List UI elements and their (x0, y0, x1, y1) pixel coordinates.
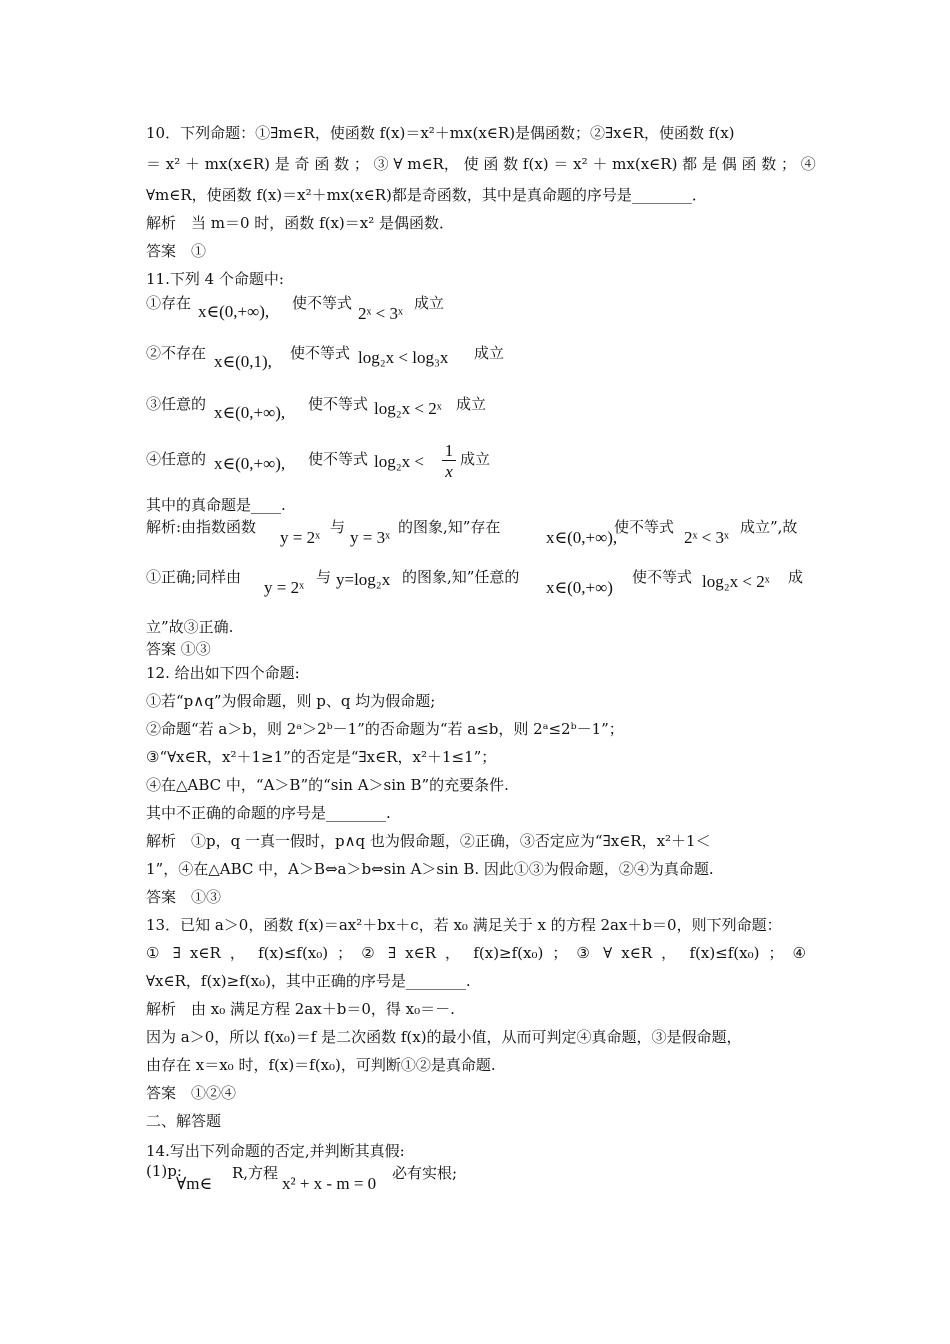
q13-analysis-line-1: 解析 由 x₀ 满足方程 2ax＋b＝0，得 x₀＝－. (146, 1000, 455, 1018)
q13-analysis-line-3: 由存在 x＝x₀ 时，f(x)＝f(x₀)，可判断①②是真命题. (146, 1056, 496, 1074)
q11-item-3: ③任意的 x∈(0,+∞), 使不等式 log₂x < 2ˣ 成立 (146, 395, 487, 422)
q13-line-3: ∀x∈R，f(x)≥f(x₀)，其中正确的序号是________. (146, 972, 471, 990)
q12-item-2: ②命题“若 a＞b，则 2ᵃ＞2ᵇ－1”的否命题为“若 a≤b，则 2ᵃ≤2ᵇ－1”； (146, 720, 624, 738)
q12-analysis-line-2: 1”，④在△ABC 中，A＞B⇔a＞b⇔sin A＞sin B. 因此①③为假命题，②④为真命题. (146, 860, 714, 878)
fraction-numerator: 1 (442, 442, 456, 461)
q12-analysis-line-1: 解析 ①p，q 一真一假时，p∧q 也为假命题，②正确，③否定应为“∃x∈R，x²＋1＜ (146, 832, 711, 850)
q13-answer: 答案 ①②④ (146, 1084, 237, 1102)
q12-question: 其中不正确的命题的序号是________. (146, 804, 391, 822)
q11-title: 11.下列 4 个命题中: (146, 270, 284, 288)
q11-answer: 答案 ①③ (146, 640, 211, 658)
section-heading: 二、解答题 (146, 1112, 222, 1130)
q11-item-4: ④任意的 x∈(0,+∞), 使不等式 log₂x < 1 x 成立 (146, 441, 491, 481)
q10-line-2: ＝ x² ＋ mx(x∈R) 是 奇 函 数 ； ③ ∀ m∈R， 使 函 数 f(x) ＝ x² ＋ mx(x∈R) 都 是 偶 函 数 ； ④ (146, 155, 816, 173)
q11-analysis-line-1: 解析:由指数函数 y = 2ˣ 与 y = 3ˣ 的图象,知”存在 x∈(0,+∞), 使不等式 2ˣ < 3ˣ 成立”,故 (146, 518, 798, 547)
q11-analysis-line-3: 立”故③正确. (146, 618, 234, 636)
q12-item-3: ③“∀x∈R，x²＋1≥1”的否定是“∃x∈R，x²＋1≤1”； (146, 748, 497, 766)
q12-item-4: ④在△ABC 中，“A＞B”的“sin A＞sin B”的充要条件. (146, 776, 509, 794)
q12-title: 12. 给出如下四个命题: (146, 664, 300, 682)
q10-answer: 答案 ① (146, 242, 207, 260)
q10-line-3: ∀m∈R，使函数 f(x)＝x²＋mx(x∈R)都是奇函数，其中是真命题的序号是________． (146, 186, 707, 204)
q14-part-1: (1)p: ∀m∈ R,方程 x² + x - m = 0 必有实根; (146, 1162, 458, 1193)
q13-analysis-line-2: 因为 a＞0，所以 f(x₀)＝f 是二次函数 f(x)的最小值，从而可判定④真命题，③是假命题， (146, 1028, 742, 1046)
q11-analysis-line-2: ①正确;同样由 y = 2ˣ 与 y=log₂x 的图象,知”任意的 x∈(0,+∞) 使不等式 log₂x < 2ˣ 成 (146, 568, 804, 597)
q11-item-1: ①存在 x∈(0,+∞), 使不等式 2ˣ < 3ˣ 成立 (146, 294, 445, 323)
q11-question: 其中的真命题是____. (146, 496, 286, 514)
q13-line-1: 13．已知 a＞0，函数 f(x)＝ax²＋bx＋c，若 x₀ 满足关于 x 的方程 2ax＋b＝0，则下列命题： (146, 916, 782, 934)
q10-analysis: 解析 当 m＝0 时，函数 f(x)＝x² 是偶函数． (146, 214, 455, 232)
q14-title: 14.写出下列命题的否定,并判断其真假: (146, 1142, 405, 1160)
q12-item-1: ①若“p∧q”为假命题，则 p、q 均为假命题; (146, 692, 436, 710)
q12-answer: 答案 ①③ (146, 888, 222, 906)
fraction-denominator: x (445, 462, 453, 481)
q10-line-1: 10．下列命题：①∃m∈R，使函数 f(x)＝x²＋mx(x∈R)是偶函数；②∃x∈R，使函数 f(x) (146, 124, 735, 142)
q11-item-2: ②不存在 x∈(0,1), 使不等式 log₂x < log₃x 成立 (146, 344, 505, 371)
q13-line-2: ① ∃ x∈R ， f(x)≤f(x₀) ； ② ∃ x∈R ， f(x)≥f(x₀) ； ③ ∀ x∈R ， f(x)≤f(x₀) ； ④ (146, 944, 806, 962)
